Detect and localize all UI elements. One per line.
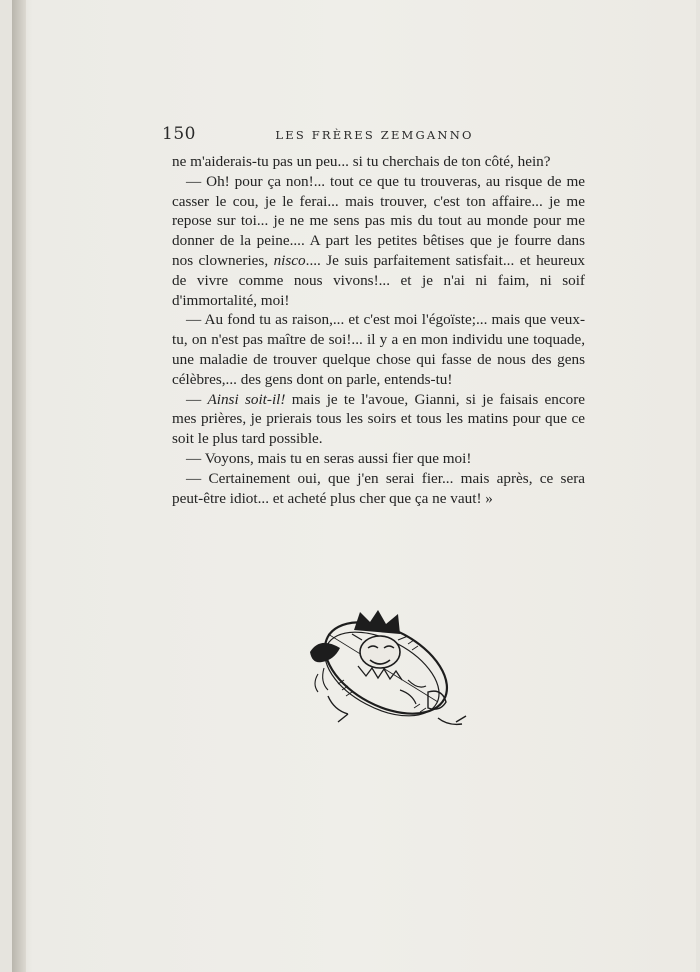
text-segment: — [186, 390, 208, 408]
text-segment: — Voyons, mais tu en seras aussi fier que moi! [186, 449, 472, 467]
paragraph [172, 172, 585, 311]
paragraph [172, 449, 585, 469]
running-title: LES FRÈRES ZEMGANNO [275, 128, 474, 142]
paragraph [172, 469, 585, 509]
clown-drum-illustration [288, 604, 478, 744]
body-text [172, 152, 585, 508]
page-header [162, 124, 587, 148]
italic-text: nisco [273, 251, 306, 269]
text-segment: — Au fond tu as raison,... et c'est moi l'égoïste;... mais que veux-tu, on n'est pas maître de soi!... il y a en mon individu une toquade, une maladie de trouver quelque chose qui fasse de nous des gens célèbres,... des gens dont on parle, entends-tu! [172, 311, 585, 388]
text-segment: ne m'aiderais-tu pas un peu... si tu cherchais de ton côté, hein? [172, 153, 551, 170]
paragraph [172, 390, 585, 449]
page-number: 150 [162, 124, 196, 144]
text-segment: .... Je suis parfaitement satisfait... et heureux de vivre comme nous vivons!... et je n'ai ni faim, ni soif d'immortalité, moi! [172, 251, 586, 309]
text-segment: — Certainement oui, que j'en serai fier... mais après, ce sera peut-être idiot... et acheté plus cher que ça ne vaut! » [172, 469, 585, 507]
paragraph [172, 152, 585, 172]
text-segment: — Oh! pour ça non!... tout ce que tu trouveras, au risque de me casser le cou, je le ferai... mais trouver, c'est ton affaire... je me repose sur toi... je ne me sens pas mis du tout au monde pour me donner de la peine.... A part les petites bêtises que je fourre dans nos clowneries, [172, 172, 585, 269]
text-segment: mais je te l'avoue, Gianni, si je faisais encore mes prières, je prierais tous les soirs et tous les matins pour que ce soit le plus tard possible. [172, 390, 586, 448]
italic-text: Ainsi soit-il! [207, 390, 286, 408]
page-edge-shadow [12, 0, 26, 972]
paragraph [172, 310, 585, 389]
